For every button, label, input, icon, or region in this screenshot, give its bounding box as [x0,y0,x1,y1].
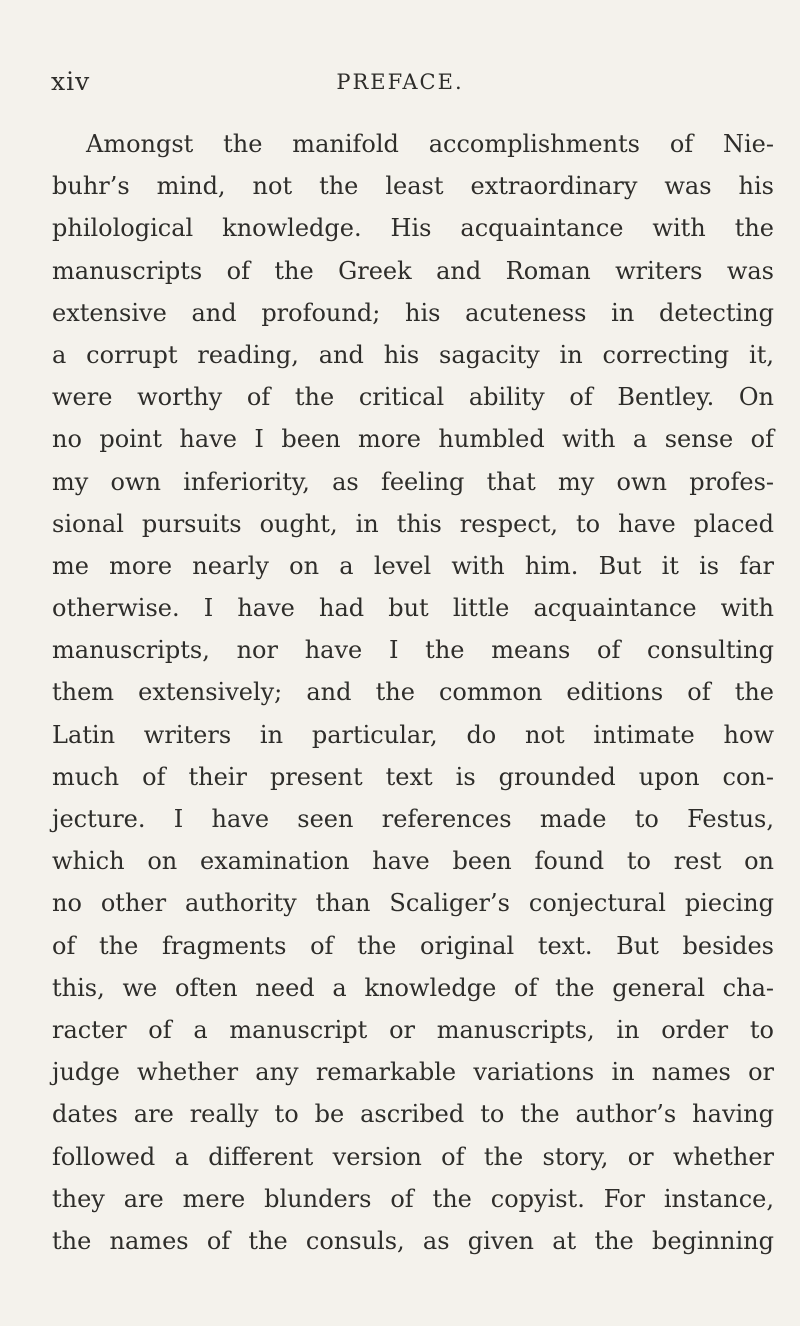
text-line: philological knowledge. His acquaintance with the [52,214,774,243]
text-line: the names of the consuls, as given at the beginning [52,1226,774,1255]
text-line: they are mere blunders of the copyist. For instance, [52,1184,774,1213]
text-line: them extensively; and the common editions of the [52,678,774,707]
text-line: Latin writers in particular, do not intimate how [52,720,774,749]
text-line: manuscripts of the Greek and Roman writers was [52,256,774,285]
text-line: a corrupt reading, and his sagacity in correcting it, [52,340,774,369]
text-line: Amongst the manifold accomplishments of Nie- [86,130,774,158]
text-line: dates are really to be ascribed to the author’s having [52,1100,774,1129]
text-line: racter of a manuscript or manuscripts, in order to [52,1015,774,1044]
running-head: PREFACE. [336,70,464,94]
text-line: me more nearly on a level with him. But it is far [52,551,774,580]
text-line: my own inferiority, as feeling that my own profes- [52,467,774,496]
text-line: no other authority than Scaliger’s conjectural piecing [52,889,774,918]
text-line: extensive and profound; his acuteness in detecting [52,298,774,327]
text-line: which on examination have been found to rest on [52,847,774,876]
text-line: were worthy of the critical ability of Bentley. On [52,383,774,412]
text-line: this, we often need a knowledge of the general cha- [52,973,774,1002]
text-line: jecture. I have seen references made to Festus, [52,805,774,833]
text-line: followed a different version of the story, or whether [52,1142,774,1171]
page-number: xiv [51,67,91,96]
text-line: of the fragments of the original text. But besides [52,931,774,960]
text-line: manuscripts, nor have I the means of consulting [52,636,774,665]
text-line: sional pursuits ought, in this respect, to have placed [52,509,774,538]
text-line: otherwise. I have had but little acquaintance with [52,594,774,623]
text-line: much of their present text is grounded upon con- [52,762,774,791]
text-line: no point have I been more humbled with a sense of [52,425,774,454]
body-paragraph [52,123,774,1262]
text-line: buhr’s mind, not the least extraordinary was his [52,172,774,201]
text-line: judge whether any remarkable variations in names or [52,1058,774,1087]
